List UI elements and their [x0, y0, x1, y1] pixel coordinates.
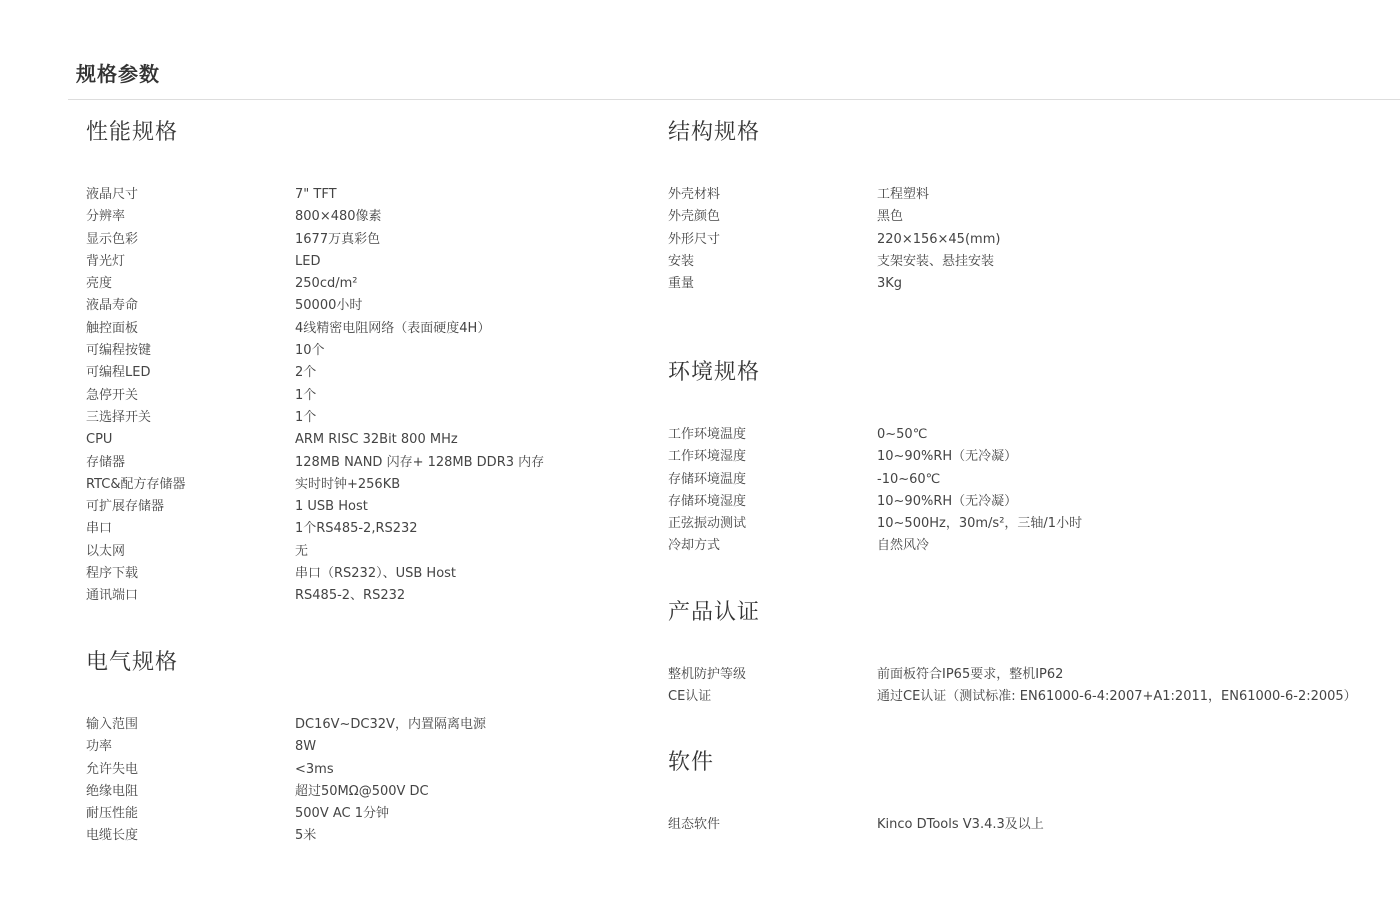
section-electrical [86, 648, 486, 848]
spec-row [86, 759, 486, 781]
spec-value: 无 [295, 543, 309, 559]
spec-value: 220×156×45(mm) [877, 231, 1001, 247]
spec-label: 存储环境温度 [668, 471, 747, 487]
spec-row [86, 585, 544, 607]
spec-row [86, 496, 544, 518]
spec-value: 800×480像素 [295, 209, 382, 225]
spec-label: 外壳材料 [668, 187, 721, 202]
spec-row [86, 206, 544, 228]
spec-value: 10~90%RH（无冷凝） [877, 449, 1018, 465]
spec-value: 50000小时 [295, 298, 363, 314]
spec-label: 耐压性能 [86, 806, 139, 822]
spec-label: 输入范围 [86, 717, 139, 732]
spec-row [86, 518, 544, 540]
section-heading-performance: 性能规格 [86, 120, 179, 145]
spec-value: 0~50℃ [877, 427, 928, 442]
spec-row [668, 664, 1357, 686]
spec-label: 串口 [86, 521, 113, 537]
spec-row [86, 407, 544, 429]
spec-value: 工程塑料 [877, 187, 930, 202]
spec-row [86, 340, 544, 362]
section-structure [668, 118, 1000, 295]
spec-label: 正弦振动测试 [668, 516, 747, 532]
page-title: 规格参数 [76, 62, 160, 86]
spec-value: ARM RISC 32Bit 800 MHz [295, 432, 458, 448]
spec-list-certification [668, 664, 1357, 709]
spec-label: 组态软件 [668, 817, 721, 832]
section-software [668, 748, 1044, 836]
spec-value: 128MB NAND 闪存+ 128MB DDR3 内存 [295, 454, 545, 470]
spec-label: RTC&配方存储器 [86, 476, 186, 492]
spec-label: 存储环境湿度 [668, 493, 747, 509]
spec-row [668, 491, 1082, 513]
spec-label: 显示色彩 [86, 231, 139, 247]
spec-row [668, 535, 1082, 557]
spec-row [668, 273, 1000, 295]
spec-row [86, 362, 544, 384]
section-certification [668, 598, 1357, 709]
spec-row [86, 251, 544, 273]
spec-label: 分辨率 [86, 209, 126, 225]
spec-row [86, 803, 486, 825]
spec-row [668, 686, 1357, 708]
spec-label: 冷却方式 [668, 538, 721, 554]
spec-row [86, 541, 544, 563]
spec-label: 电缆长度 [86, 828, 139, 844]
spec-value: 1个 [295, 387, 317, 403]
spec-label: 可编程LED [86, 365, 151, 381]
spec-row [86, 452, 544, 474]
spec-value: 支架安装、悬挂安装 [877, 253, 995, 269]
spec-label: 工作环境湿度 [668, 449, 747, 465]
spec-label: 程序下载 [86, 566, 139, 582]
spec-row [86, 229, 544, 251]
spec-list-software [668, 814, 1044, 836]
spec-value: 250cd/m² [295, 276, 358, 292]
spec-value: 2个 [295, 365, 317, 381]
section-heading-electrical: 电气规格 [86, 650, 179, 675]
spec-row [86, 736, 486, 758]
section-environment [668, 358, 1082, 558]
spec-row [668, 251, 1000, 273]
spec-value: DC16V~DC32V，内置隔离电源 [295, 717, 486, 732]
spec-label: 安装 [668, 253, 695, 269]
spec-list-performance [86, 184, 544, 608]
section-heading-certification: 产品认证 [668, 600, 761, 625]
spec-value: 自然风冷 [877, 538, 930, 554]
spec-value: <3ms [295, 761, 334, 777]
spec-value: -10~60℃ [877, 471, 941, 487]
spec-label: 液晶尺寸 [86, 187, 139, 202]
spec-label: 允许失电 [86, 761, 139, 777]
spec-row [86, 714, 486, 736]
spec-value: 1个RS485-2,RS232 [295, 521, 418, 537]
spec-row [86, 563, 544, 585]
spec-label: 以太网 [86, 543, 126, 559]
spec-label: 功率 [86, 739, 113, 755]
spec-label: 亮度 [86, 276, 113, 292]
spec-row [86, 184, 544, 206]
spec-value: 10~500Hz，30m/s²，三轴/1小时 [877, 516, 1083, 532]
spec-value: 串口（RS232）、USB Host [295, 566, 457, 582]
title-divider [68, 99, 1400, 100]
spec-value: RS485-2、RS232 [295, 588, 406, 604]
spec-row [86, 295, 544, 317]
spec-value: 10~90%RH（无冷凝） [877, 493, 1018, 509]
spec-label: 重量 [668, 276, 695, 292]
spec-label: 可编程按键 [86, 343, 152, 359]
spec-row [668, 814, 1044, 836]
spec-value: 3Kg [877, 276, 903, 292]
spec-row [86, 385, 544, 407]
spec-list-structure [668, 184, 1000, 295]
spec-list-electrical [86, 714, 486, 848]
spec-label: 急停开关 [86, 387, 139, 403]
spec-value: 黑色 [877, 209, 904, 225]
spec-row [668, 229, 1000, 251]
section-heading-environment: 环境规格 [668, 360, 761, 385]
spec-row [668, 446, 1082, 468]
spec-value: 10个 [295, 343, 325, 359]
spec-value: 1677万真彩色 [295, 231, 381, 247]
spec-row [86, 318, 544, 340]
spec-row [668, 513, 1082, 535]
spec-label: 通讯端口 [86, 588, 139, 604]
spec-row [668, 424, 1082, 446]
spec-value: 500V AC 1分钟 [295, 806, 389, 822]
spec-label: CE认证 [668, 689, 712, 705]
spec-value: 4线精密电阻网络（表面硬度4H） [295, 320, 491, 336]
spec-row [86, 781, 486, 803]
section-heading-structure: 结构规格 [668, 120, 761, 145]
spec-value: 1个 [295, 409, 317, 425]
spec-value: 超过50MΩ@500V DC [295, 783, 429, 799]
spec-label: 可扩展存储器 [86, 499, 165, 515]
spec-value: 5米 [295, 828, 317, 844]
spec-label: 触控面板 [86, 320, 139, 336]
spec-value: 1 USB Host [295, 499, 368, 515]
spec-label: 绝缘电阻 [86, 783, 139, 799]
spec-label: 背光灯 [86, 253, 126, 269]
spec-value: 实时时钟+256KB [295, 476, 401, 492]
spec-label: 三选择开关 [86, 409, 152, 425]
spec-value: Kinco DTools V3.4.3及以上 [877, 817, 1044, 832]
spec-row [86, 825, 486, 847]
spec-value: 前面板符合IP65要求，整机IP62 [877, 667, 1064, 682]
spec-label: 整机防护等级 [668, 667, 747, 682]
section-performance [86, 118, 544, 608]
spec-value: 7" TFT [295, 187, 337, 202]
spec-value: 8W [295, 739, 317, 755]
spec-label: 工作环境温度 [668, 427, 747, 442]
spec-label: 液晶寿命 [86, 298, 139, 314]
spec-label: 存储器 [86, 454, 126, 470]
spec-row [86, 429, 544, 451]
spec-row [86, 474, 544, 496]
spec-row [86, 273, 544, 295]
spec-label: 外形尺寸 [668, 231, 721, 247]
spec-value: 通过CE认证（测试标准: EN61000-6-4:2007+A1:2011，EN61000-6-2:2005） [877, 689, 1357, 705]
spec-label: CPU [86, 432, 113, 448]
spec-row [668, 184, 1000, 206]
spec-row [668, 469, 1082, 491]
spec-row [668, 206, 1000, 228]
spec-value: LED [295, 253, 321, 269]
spec-label: 外壳颜色 [668, 209, 721, 225]
section-heading-software: 软件 [668, 750, 715, 775]
spec-list-environment [668, 424, 1082, 558]
